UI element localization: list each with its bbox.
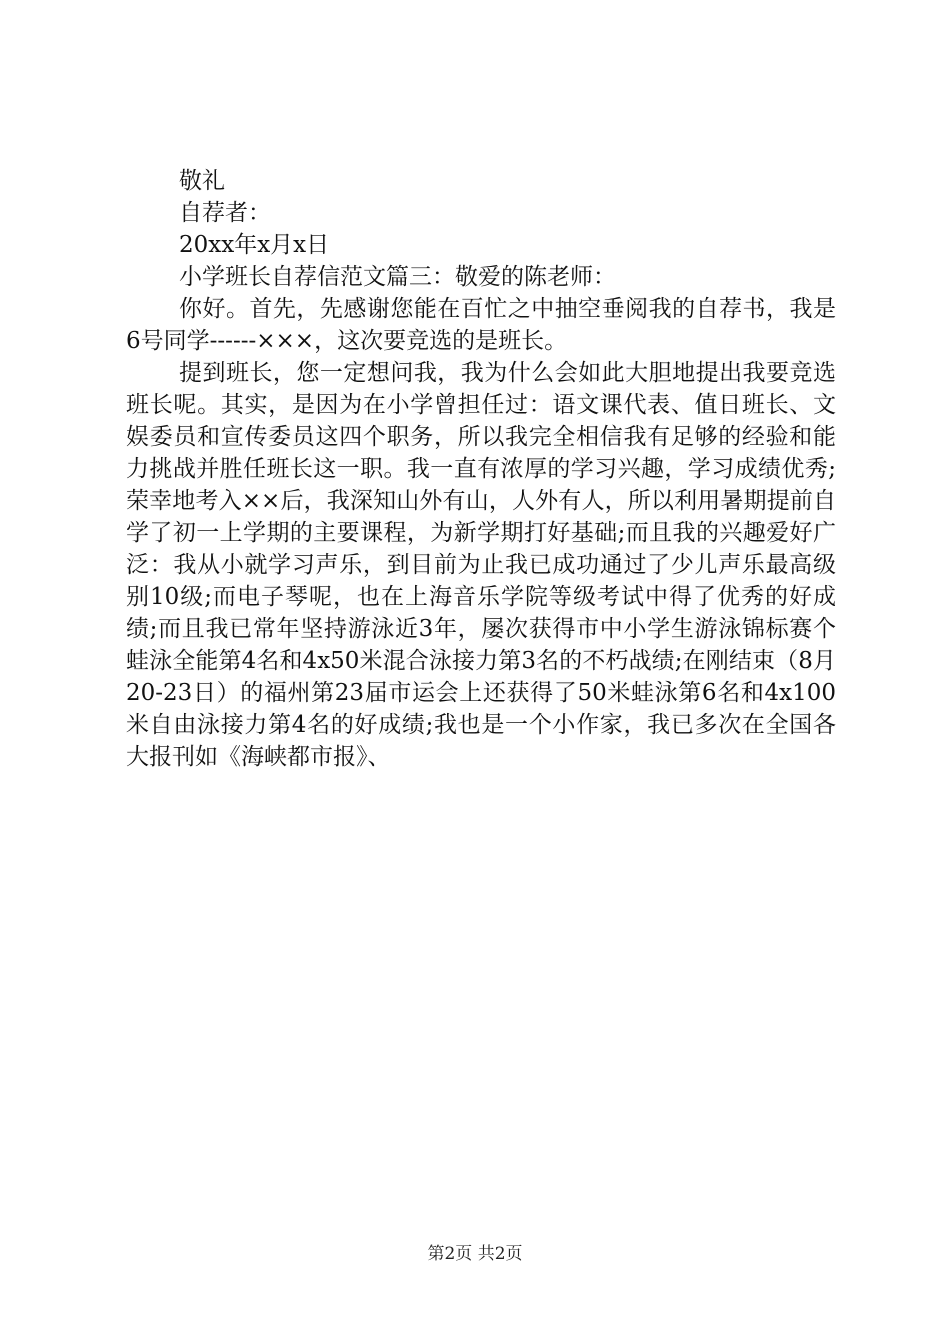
recommender-label: 自荐者： <box>179 200 271 226</box>
closing-salute: 敬礼 <box>179 168 225 194</box>
paragraph-body: 提到班长，您一定想问我，我为什么会如此大胆地提出我要竞选班长呢。其实，是因为在小学曾担任过：语文课代表、值日班长、文娱委员和宣传委员这四个职务，所以我完全相信我有足够的经验和能力挑战并胜任班长这一职。我一直有浓厚的学习兴趣，学习成绩优秀;荣幸地考入××后，我深知山外有山，人外有人，所以利用暑期提前自学了初一上学期的主要课程，为新学期打好基础;而且我的兴趣爱好广泛：我从小就学习声乐，到目前为止我已成功通过了少儿声乐最高级别10级;而电子琴呢，也在上海音乐学院等级考试中得了优秀的好成绩;而且我已常年坚持游泳近3年，屡次获得市中小学生游泳锦标赛个蛙泳全能第4名和4x50米混合泳接力第3名的不朽战绩;在刚结束（8月20-23日）的福州第23届市运会上还获得了50米蛙泳第6名和4x100米自由泳接力第4名的好成绩;我也是一个小作家，我已多次在全国各大报刊如《海峡都市报》、 <box>126 360 836 770</box>
document-body <box>126 165 836 773</box>
section-title-greeting: 小学班长自荐信范文篇三：敬爱的陈老师： <box>179 264 616 290</box>
date-line: 20xx年x月x日 <box>179 232 330 258</box>
paragraph-intro: 你好。首先，先感谢您能在百忙之中抽空垂阅我的自荐书，我是6号同学------×××，这次要竞选的是班长。 <box>126 296 836 354</box>
page-footer: 第2页 共2页 <box>427 1244 523 1264</box>
